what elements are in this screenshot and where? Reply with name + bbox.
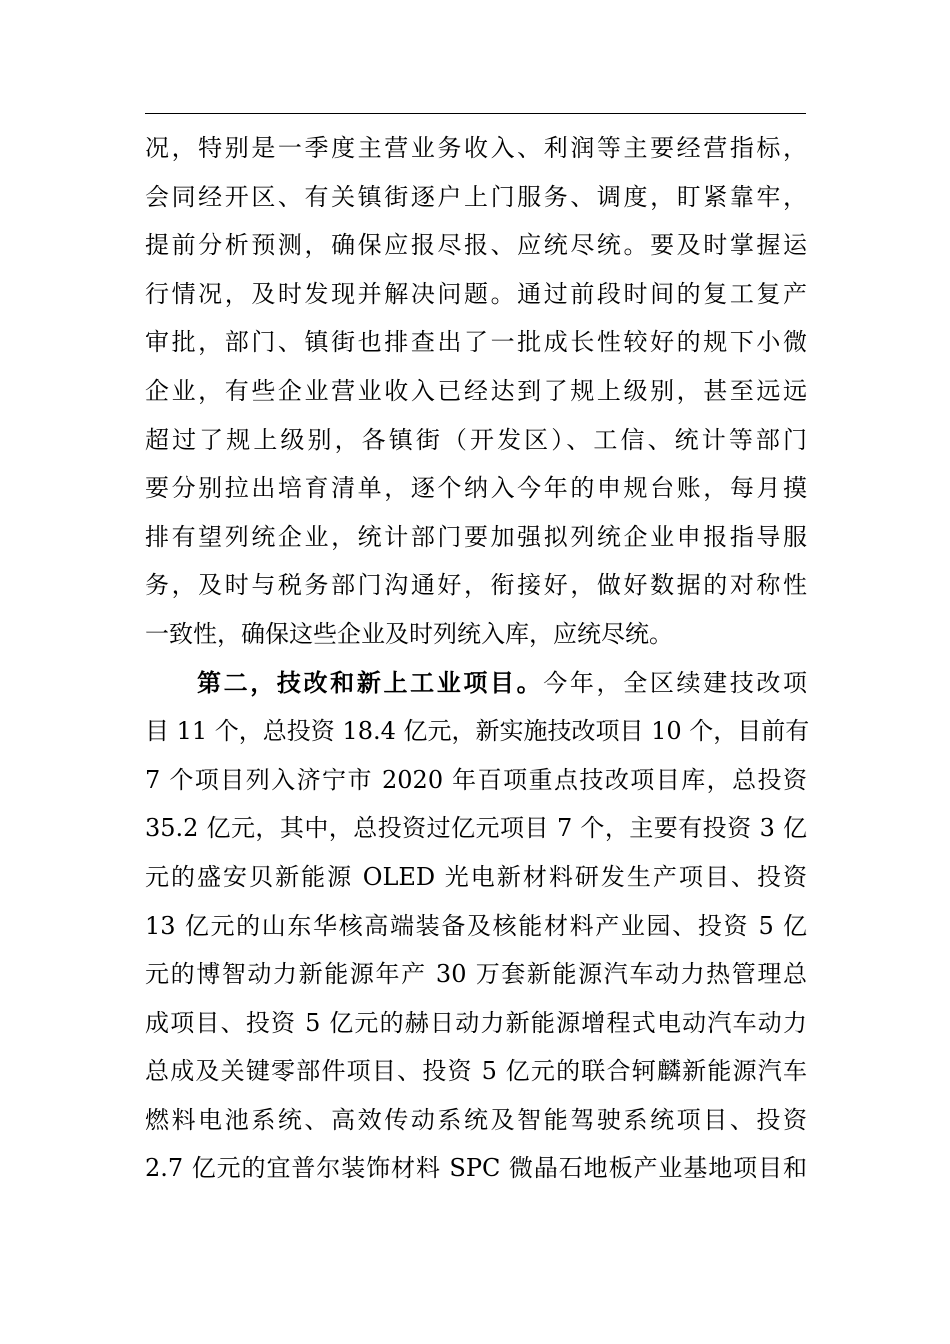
text-line: 7 个项目列入济宁市 2020 年百项重点技改项目库，总投资 (145, 765, 807, 794)
text-line: 35.2 亿元，其中，总投资过亿元项目 7 个，主要有投资 3 亿 (145, 814, 807, 843)
text-line: 成项目、投资 5 亿元的赫日动力新能源增程式电动汽车动力 (145, 1008, 807, 1037)
text-line: 审批，部门、镇街也排查出了一批成长性较好的规下小微 (145, 328, 807, 357)
text-line: 况，特别是一季度主营业务收入、利润等主要经营指标， (145, 134, 807, 162)
text-line: 2.7 亿元的宜普尔装饰材料 SPC 微晶石地板产业基地项目和 (145, 1154, 807, 1183)
text-line: 总成及关键零部件项目、投资 5 亿元的联合轲麟新能源汽车 (145, 1057, 807, 1086)
text-line: 目 11 个，总投资 18.4 亿元，新实施技改项目 10 个，目前有 (145, 717, 810, 746)
text-line: 会同经开区、有关镇街逐户上门服务、调度，盯紧靠牢， (145, 182, 807, 211)
text-line: 要分别拉出培育清单，逐个纳入今年的申规台账，每月摸 (145, 474, 807, 503)
text-line: 企业，有些企业营业收入已经达到了规上级别，甚至远远 (145, 376, 807, 405)
header-rule (145, 113, 806, 114)
paragraph-first-line (145, 659, 807, 708)
text-line: 超过了规上级别，各镇街（开发区）、工信、统计等部门 (145, 425, 807, 454)
paragraph-heading: 第二，技改和新上工业项目。 (197, 667, 544, 697)
text-line: 提前分析预测，确保应报尽报、应统尽统。要及时掌握运 (145, 231, 807, 260)
text-line: 燃料电池系统、高效传动系统及智能驾驶系统项目、投资 (145, 1105, 807, 1134)
document-body (145, 124, 810, 1193)
text-line: 排有望列统企业，统计部门要加强拟列统企业申报指导服 (145, 522, 807, 551)
text-line: 一致性，确保这些企业及时列统入库，应统尽统。 (145, 619, 673, 648)
text-line: 元的博智动力新能源年产 30 万套新能源汽车动力热管理总 (145, 960, 807, 989)
text-line: 行情况，及时发现并解决问题。通过前段时间的复工复产 (145, 279, 807, 308)
text-line: 13 亿元的山东华核高端装备及核能材料产业园、投资 5 亿 (145, 911, 807, 940)
paragraph-first-line-rest: 今年，全区续建技改项 (543, 668, 808, 697)
text-line: 元的盛安贝新能源 OLED 光电新材料研发生产项目、投资 (145, 862, 807, 891)
text-line: 务，及时与税务部门沟通好，衔接好，做好数据的对称性 (145, 571, 807, 600)
